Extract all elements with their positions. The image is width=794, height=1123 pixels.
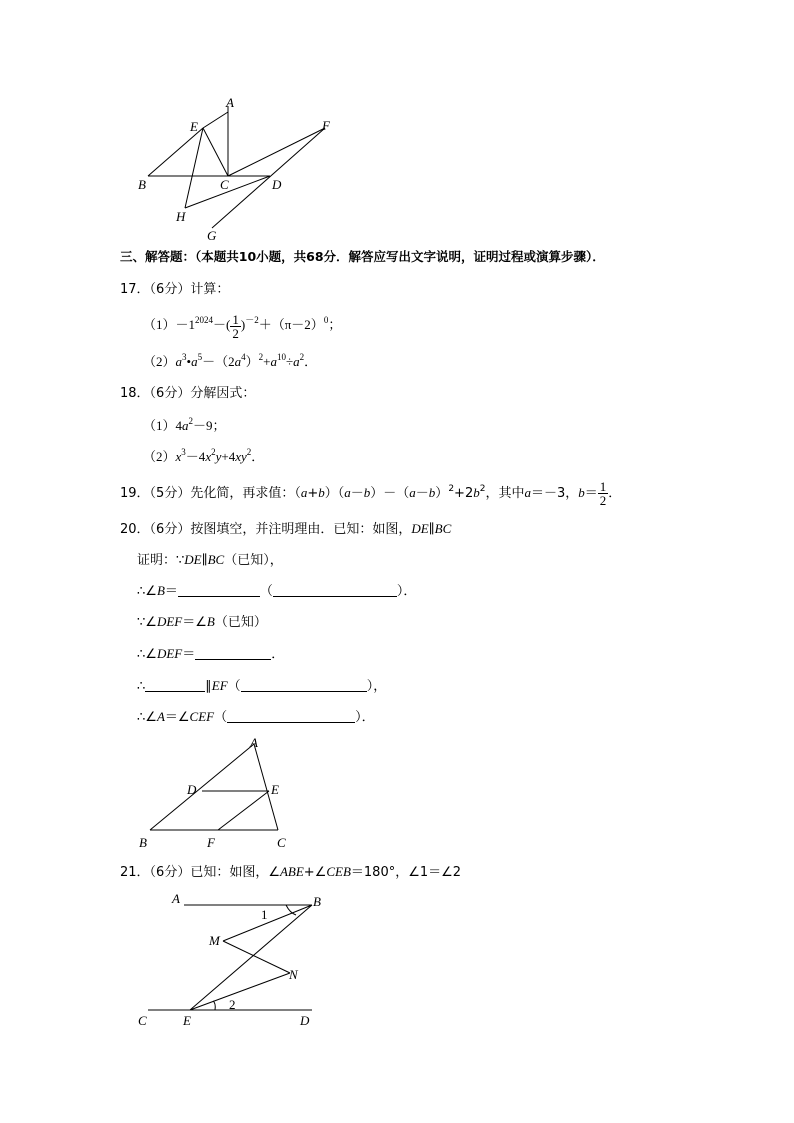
segment-be	[190, 905, 312, 1010]
q19-b2: b	[363, 485, 371, 500]
q17-p2-t5: ．	[304, 354, 318, 369]
q17-part1-index: （1）	[143, 317, 176, 332]
q19-frac-num: 1	[599, 479, 607, 494]
segment-bm	[223, 905, 312, 941]
q17-p1-e1: 2024	[195, 315, 214, 325]
segment-mn	[223, 941, 290, 973]
q17-p2-e2: 5	[197, 352, 203, 362]
label-a-3: A	[172, 891, 180, 906]
q19-t10: ＝	[584, 486, 598, 501]
segment-ne	[190, 973, 290, 1010]
q20-l5-t4: ），	[366, 679, 387, 694]
answer-blank-3[interactable]	[145, 679, 205, 692]
q17-p1-e3: 0	[323, 315, 329, 325]
q17-frac-num: 1	[232, 311, 239, 327]
q20-l5-ef: EF	[211, 678, 228, 693]
q20-l4-t1: ∴∠	[137, 647, 157, 662]
label-e: E	[190, 119, 198, 134]
label-a-2: A	[250, 735, 258, 750]
q19-a2: a	[344, 485, 351, 500]
segment-ab	[150, 744, 254, 830]
q19-t5: －	[415, 486, 429, 501]
q19-t8: ，其中	[485, 486, 525, 501]
q19-frac-den: 2	[599, 493, 607, 508]
q18-p2-e3: 2	[246, 447, 252, 457]
q20-l2-b: B	[156, 583, 165, 598]
q20-l2-t4: ）．	[396, 584, 417, 599]
figure-1	[130, 90, 350, 250]
label-e-2: E	[271, 782, 279, 797]
q20-l3-def: DEF	[156, 614, 183, 629]
q19-a3: a	[409, 485, 416, 500]
q18-p2-t1: －4	[185, 449, 206, 464]
q20-line3	[137, 614, 267, 631]
q20-l2-t3: （	[259, 584, 273, 599]
segment-cf	[228, 128, 325, 176]
label-f-2: F	[207, 835, 215, 850]
q18-p2-x2: x	[205, 449, 212, 464]
q19-t6: ）	[435, 486, 449, 501]
label-f: F	[322, 118, 330, 133]
angle-2-arc	[213, 1001, 215, 1010]
segment-ec	[203, 128, 228, 176]
q20-l6-t2: ＝∠	[164, 710, 190, 725]
q18-p2-xy: xy	[235, 449, 247, 464]
q19-b5: b	[578, 485, 585, 500]
q20-l3-t3: （已知）	[214, 615, 267, 630]
q19-t3: －	[350, 486, 364, 501]
q18-part1	[143, 418, 226, 434]
q20-l4-t3: ．	[271, 647, 285, 662]
q20-l1-t1: 证明：∵	[137, 553, 185, 568]
q18-p2-e2: 2	[211, 447, 216, 457]
segment-ef	[218, 791, 269, 830]
q21-abe: ABE	[279, 864, 304, 879]
q18-p1-e1: 2	[188, 416, 194, 426]
q19-t11: ．	[608, 486, 622, 501]
label-e-3: E	[183, 1013, 191, 1028]
q20-l6-cef: CEF	[189, 709, 215, 724]
q17-p2-a3: a	[234, 354, 242, 369]
label-a: A	[226, 95, 234, 110]
q19-b1: b	[318, 485, 325, 500]
q20-l6-t4: ）．	[355, 710, 375, 725]
label-c: C	[220, 177, 229, 192]
q18-p2-x1: x	[175, 449, 182, 464]
q20-l1-rel: DE∥BC	[184, 552, 225, 567]
q19-t9: ＝－3，	[530, 486, 579, 501]
q18-part1-index: （1）	[143, 418, 176, 433]
q17-p1-t4: ＋（π－2）	[258, 317, 324, 332]
figure-2	[130, 730, 310, 855]
q17-p2-e4: 2	[258, 352, 264, 362]
label-b: B	[138, 177, 146, 192]
q20-line6	[137, 709, 375, 726]
q17-fraction	[230, 313, 241, 340]
q19-t2: ）（	[324, 486, 345, 501]
q21-ceb: CEB	[326, 864, 351, 879]
q21-heading	[120, 864, 461, 881]
label-c-2: C	[277, 835, 286, 850]
q17-p2-t2: ）	[245, 354, 259, 369]
label-c-3: C	[138, 1013, 147, 1028]
q20-head-text: 20．（6分）按图填空，并注明理由．已知：如图，	[120, 522, 412, 537]
q17-part2	[143, 354, 317, 370]
label-h: H	[176, 209, 186, 224]
segment-ea	[203, 112, 228, 128]
q21-t2: ＝180°，∠1＝∠2	[350, 865, 462, 880]
q17-p1-t5: ；	[328, 317, 342, 332]
q20-l3-t1: ∵∠	[137, 615, 157, 630]
q19	[120, 478, 621, 512]
q17-p1-t1: －1	[175, 317, 196, 332]
q20-l5-t2: ∥	[205, 679, 212, 694]
answer-blank-1[interactable]	[178, 584, 260, 597]
q17-frac-den: 2	[232, 325, 239, 341]
q19-a1: a	[300, 485, 308, 500]
q17-p2-a2: a	[191, 354, 198, 369]
q18-p2-t3: ．	[251, 449, 265, 464]
q17-p2-e5: 10	[276, 352, 286, 362]
q17-p2-a5: a	[293, 354, 300, 369]
q20-head-rel: DE∥BC	[411, 521, 452, 536]
label-b-3: B	[313, 894, 321, 909]
q17-p2-t4: ÷	[285, 354, 294, 369]
q17-part1	[143, 312, 341, 342]
q17-p2-dot: •	[186, 354, 192, 369]
q20-line1	[137, 552, 283, 569]
q19-b4: b	[473, 485, 480, 500]
q20-l5-t3: （	[227, 679, 241, 694]
q20-l2-t2: ＝	[164, 584, 178, 599]
q20-l5-t1: ∴	[137, 679, 146, 694]
q18-part2-index: （2）	[143, 449, 176, 464]
q20-heading	[120, 521, 451, 538]
q20-l2-t1: ∴∠	[137, 584, 157, 599]
q17-p2-a4: a	[270, 354, 277, 369]
q18-p2-y1: y	[215, 449, 222, 464]
label-angle-2: 2	[229, 997, 236, 1012]
q18-p1-a: a	[182, 418, 189, 433]
label-n-3: N	[289, 967, 298, 982]
q17-p2-t1: －（2	[202, 354, 235, 369]
reason-blank-2[interactable]	[241, 679, 367, 692]
q18-part2	[143, 449, 264, 465]
q17-p1-t2: －(	[213, 317, 231, 332]
q19-t4: ）－（	[370, 486, 410, 501]
q17-part2-index: （2）	[143, 354, 176, 369]
q20-line2	[137, 583, 416, 600]
q20-l3-b: B	[206, 614, 215, 629]
q17-p2-e6: 2	[299, 352, 305, 362]
q21-head: 21．（6分）已知：如图，∠	[120, 865, 280, 880]
q19-t7: +2	[454, 486, 474, 501]
label-angle-1: 1	[261, 907, 268, 922]
segment-fg	[212, 128, 325, 228]
q20-l3-t2: ＝∠	[182, 615, 207, 630]
q18-p1-t1: 4	[175, 418, 183, 433]
q20-l1-t2: （已知），	[224, 553, 283, 568]
q17-p2-t3: +	[263, 354, 271, 369]
label-d-2: D	[187, 782, 197, 797]
q20-l4-t2: ＝	[182, 647, 196, 662]
q20-l6-t3: （	[214, 710, 228, 725]
q17-p2-a1: a	[175, 354, 183, 369]
q19-t1: +	[307, 486, 319, 501]
q20-line5	[137, 678, 386, 695]
label-g: G	[207, 228, 217, 243]
section-heading: 三、解答题：（本题共10小题，共68分．解答应写出文字说明，证明过程或演算步骤）．	[120, 249, 605, 264]
segment-be	[148, 128, 203, 176]
q19-b3: b	[428, 485, 436, 500]
label-b-2: B	[139, 835, 147, 850]
q19-a4: a	[524, 485, 531, 500]
figure-3	[130, 885, 330, 1035]
q19-head: 19．（5分）先化简，再求值：（	[120, 486, 301, 501]
q18-p1-t2: －9；	[193, 418, 226, 433]
reason-blank-1[interactable]	[273, 584, 397, 597]
q20-l6-a: A	[156, 709, 165, 724]
q17-p2-e3: 4	[241, 352, 246, 362]
q18-p2-e1: 3	[181, 447, 186, 457]
segment-eh	[185, 128, 203, 208]
label-d: D	[272, 177, 282, 192]
q18-p2-t2: +4	[221, 449, 236, 464]
q17-p1-t3: )	[240, 317, 246, 332]
q17-p1-e2: －2	[245, 315, 259, 325]
q20-l6-t1: ∴∠	[137, 710, 157, 725]
q18-heading: 18．（6分）分解因式：	[120, 386, 256, 401]
label-m-3: M	[209, 933, 220, 948]
label-d-3: D	[300, 1013, 310, 1028]
reason-blank-3[interactable]	[227, 710, 355, 723]
q19-fraction	[598, 480, 609, 507]
answer-blank-2[interactable]	[195, 647, 271, 660]
q17-heading: 17．（6分）计算：	[120, 282, 230, 297]
q21-t1: +∠	[303, 865, 327, 880]
q19-e2: 2	[479, 484, 486, 494]
q20-l4-def: DEF	[156, 646, 183, 661]
q19-e1: 2	[448, 484, 455, 494]
q17-p2-e1: 3	[182, 352, 187, 362]
q20-line4	[137, 646, 284, 663]
